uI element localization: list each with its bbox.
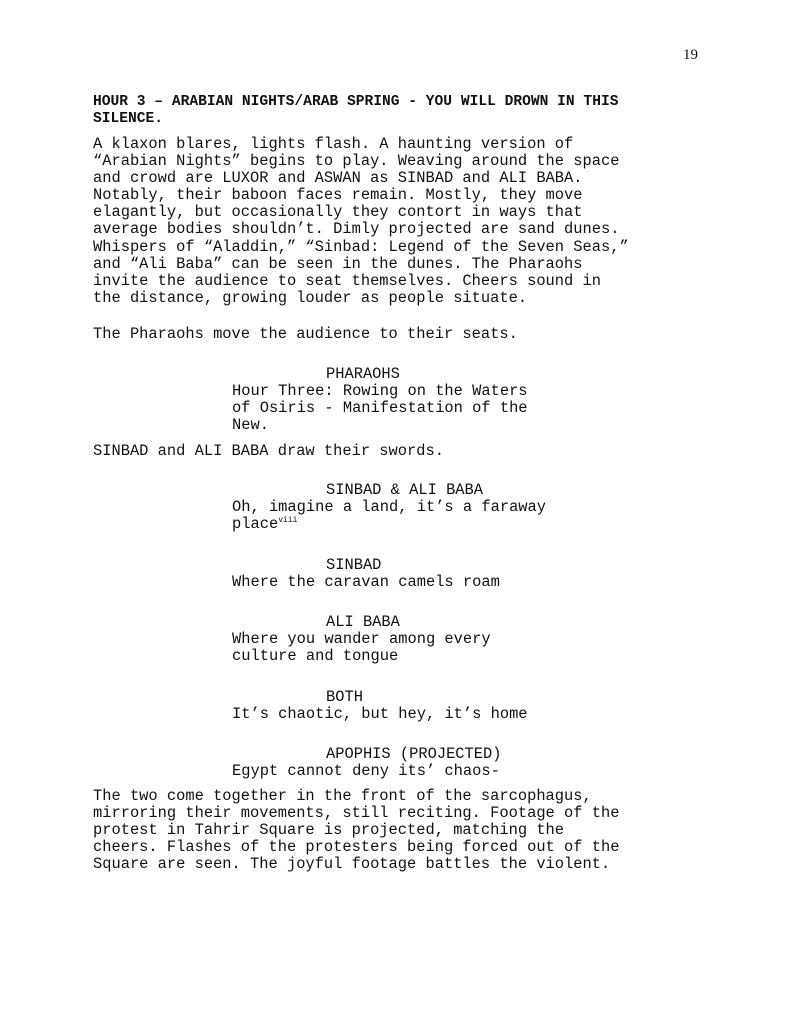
action-line: The Pharaohs move the audience to their seats. [93,325,518,343]
character-cue: SINBAD [326,556,382,574]
dialogue-line: Where you wander among every culture and tongue [232,630,491,666]
dialogue-text: Oh, imagine a land, it’s a faraway place [232,498,547,534]
scene-heading: HOUR 3 – ARABIAN NIGHTS/ARAB SPRING - YOU WILL DROWN IN THIS SILENCE. [93,94,619,127]
action-paragraph: The two come together in the front of the sarcophagus, mirroring their movements, still reciting. Footage of the protest in Tahrir Square is projected, matching the cheers. Flashes of the protesters being forced out of the Square are seen. The joyful footage battles the violent. [93,787,620,874]
footnote-marker: viii [278,515,298,525]
character-cue: APOPHIS (PROJECTED) [326,745,502,763]
dialogue-line: Hour Three: Rowing on the Waters of Osiris - Manifestation of the New. [232,382,528,435]
dialogue-line: Egypt cannot deny its’ chaos- [232,762,500,780]
character-cue: SINBAD & ALI BABA [326,481,484,499]
character-cue: BOTH [326,688,363,706]
dialogue-line [232,499,592,533]
character-cue: ALI BABA [326,613,400,631]
character-cue: PHARAOHS [326,365,400,383]
dialogue-line: Where the caravan camels roam [232,573,500,591]
action-paragraph: A klaxon blares, lights flash. A haunting version of “Arabian Nights” begins to play. Weaving around the space and crowd are LUXOR and ASWAN as SINBAD and ALI BABA. Notably, their baboon faces remain. Mostly, they move elagantly, but occasionally they contort in ways that average bodies shouldn’t. Dimly projected are sand dunes. Whispers of “Aladdin,” “Sinbad: Legend of the Seven Seas,” and “Ali Baba” can be seen in the dunes. The Pharaohs invite the audience to seat themselves. Cheers sound in the distance, growing louder as people situate. [93,135,629,307]
dialogue-line: It’s chaotic, but hey, it’s home [232,705,528,723]
page-number: 19 [683,47,698,63]
action-line: SINBAD and ALI BABA draw their swords. [93,442,444,460]
